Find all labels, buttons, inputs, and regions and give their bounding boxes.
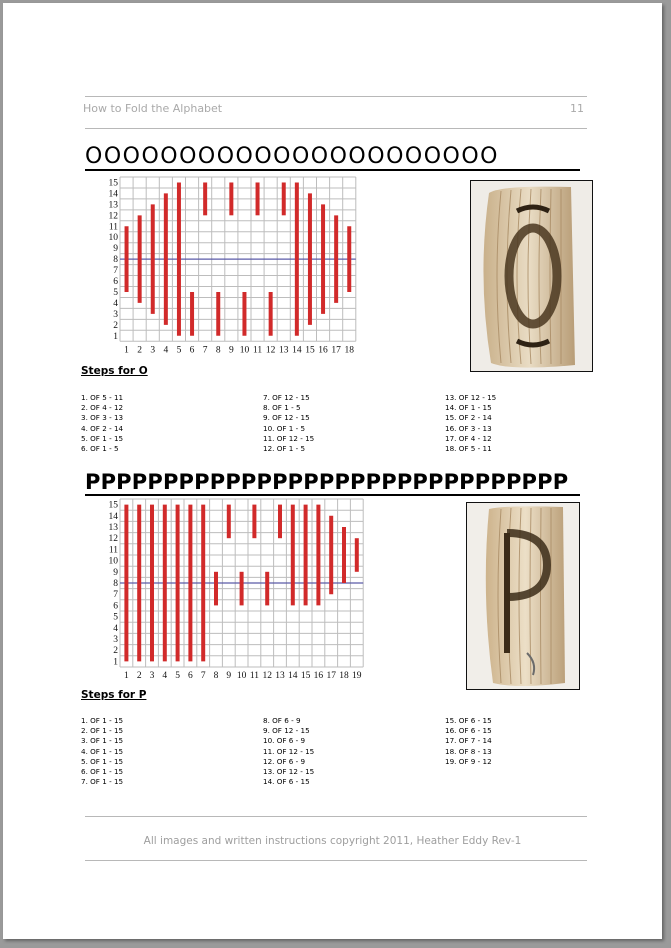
y-tick-label: 5 [113,287,118,298]
y-tick-label: 7 [113,266,118,277]
x-tick-label: 7 [202,345,208,356]
x-tick-label: 2 [137,345,143,356]
y-tick-label: 14 [108,189,118,200]
x-tick-label: 12 [265,345,276,356]
y-tick-label: 15 [108,500,118,511]
y-tick-label: 2 [113,646,118,657]
y-tick-label: 3 [113,309,118,320]
step-item: 8. OF 6 - 9 [263,716,301,725]
step-item: 12. OF 1 - 5 [263,444,306,454]
x-tick-label: 4 [163,345,169,356]
step-item: 11. OF 12 - 15 [263,746,315,756]
header-title: How to Fold the Alphabet [83,102,223,115]
steps-column-p-1 [81,716,123,787]
steps-column-p-2 [263,716,314,787]
step-item: 13. OF 12 - 15 [445,393,497,402]
document-page [3,3,662,939]
y-tick-label: 13 [108,523,118,533]
step-item: 5. OF 1 - 15 [81,756,124,766]
x-tick-label: 16 [318,345,328,356]
step-item: 1. OF 1 - 15 [81,716,124,725]
step-item: 10. OF 6 - 9 [263,736,306,746]
step-item: 19. OF 9 - 12 [445,756,492,766]
y-tick-label: 2 [113,320,118,331]
x-tick-label: 3 [149,671,155,681]
x-tick-label: 9 [228,345,234,356]
step-item: 6. OF 1 - 5 [81,444,119,454]
step-item: 2. OF 4 - 12 [81,403,124,413]
footer-rule-top [85,816,587,817]
page-number: 11 [570,102,584,115]
x-tick-label: 1 [124,345,129,356]
x-tick-label: 3 [150,345,156,356]
x-tick-label: 11 [249,671,259,681]
x-tick-label: 11 [252,345,263,356]
x-tick-label: 12 [262,671,272,681]
steps-column-p-3 [445,716,492,767]
step-item: 18. OF 8 - 13 [445,746,492,756]
step-item: 6. OF 1 - 15 [81,767,124,777]
step-item: 5. OF 1 - 15 [81,433,124,443]
step-item: 10. OF 1 - 5 [263,423,306,433]
y-tick-label: 10 [108,556,118,567]
photo-folded-book-o [470,180,593,372]
x-tick-label: 1 [124,671,129,681]
x-tick-label: 5 [175,671,180,681]
step-item: 3. OF 1 - 15 [81,736,124,746]
y-tick-label: 12 [108,534,118,545]
x-tick-label: 14 [288,671,298,681]
step-item: 4. OF 1 - 15 [81,746,124,756]
steps-column-o-3 [445,393,496,454]
y-tick-label: 9 [113,244,118,255]
x-tick-label: 15 [300,671,311,681]
steps-column-o-2 [263,393,314,454]
step-item: 15. OF 2 - 14 [445,413,492,423]
y-tick-label: 8 [113,255,118,266]
header-rule-bottom [85,128,587,129]
step-item: 16. OF 3 - 13 [445,423,492,433]
x-tick-label: 17 [326,671,336,681]
y-tick-label: 1 [113,657,118,668]
y-tick-label: 12 [108,211,118,222]
steps-column-o-1 [81,393,123,454]
step-item: 14. OF 6 - 15 [263,777,310,787]
y-tick-label: 4 [113,623,118,634]
step-item: 2. OF 1 - 15 [81,726,124,736]
letter-banner-o: OOOOOOOOOOOOOOOOOOOOOO [85,146,580,171]
y-tick-label: 4 [113,298,118,309]
letter-banner-p: PPPPPPPPPPPPPPPPPPPPPPPPPPPPPPP [85,470,580,496]
step-item: 9. OF 12 - 15 [263,413,310,423]
x-tick-label: 17 [331,345,341,356]
step-item: 7. OF 1 - 15 [81,777,124,787]
steps-title-p: Steps for P [81,689,147,701]
fold-chart-p [102,497,365,681]
step-item: 1. OF 5 - 11 [81,393,124,402]
y-tick-label: 14 [108,511,118,522]
x-tick-label: 6 [188,671,193,681]
fold-chart-o [102,173,352,355]
step-item: 14. OF 1 - 15 [445,403,492,413]
x-tick-label: 4 [162,671,168,681]
x-tick-label: 8 [215,345,221,356]
x-tick-label: 2 [136,671,142,681]
book-photo-p-image [467,503,579,689]
footer-rule-bottom [85,860,587,861]
header-rule-top [85,96,587,97]
step-item: 7. OF 12 - 15 [263,393,310,402]
y-tick-label: 9 [113,567,118,578]
x-tick-label: 19 [352,671,362,681]
step-item: 13. OF 12 - 15 [263,767,315,777]
x-tick-label: 9 [226,671,232,681]
y-tick-label: 1 [113,331,118,342]
book-photo-o-image [471,181,592,371]
x-tick-label: 18 [339,671,349,681]
y-tick-label: 5 [113,612,118,623]
step-item: 8. OF 1 - 5 [263,403,301,413]
x-tick-label: 10 [236,671,247,681]
x-tick-label: 13 [279,345,289,356]
step-item: 16. OF 6 - 15 [445,726,492,736]
step-item: 12. OF 6 - 9 [263,756,306,766]
x-tick-label: 18 [344,345,354,356]
step-item: 18. OF 5 - 11 [445,444,492,454]
x-tick-label: 8 [213,671,219,681]
x-tick-label: 7 [200,671,206,681]
y-tick-label: 15 [108,178,118,189]
x-tick-label: 10 [239,345,250,356]
x-tick-label: 13 [275,671,285,681]
y-tick-label: 10 [108,233,118,244]
y-tick-label: 11 [108,222,118,233]
x-tick-label: 6 [189,345,195,356]
step-item: 11. OF 12 - 15 [263,433,315,443]
y-tick-label: 6 [113,277,118,288]
step-item: 4. OF 2 - 14 [81,423,124,433]
step-item: 17. OF 4 - 12 [445,433,492,443]
x-tick-label: 5 [176,345,182,356]
y-tick-label: 13 [108,200,118,211]
step-item: 3. OF 3 - 13 [81,413,124,423]
step-item: 17. OF 7 - 14 [445,736,492,746]
y-tick-label: 6 [113,601,118,612]
photo-folded-book-p [466,502,580,690]
y-tick-label: 7 [113,590,118,601]
y-tick-label: 8 [113,579,118,589]
steps-title-o: Steps for O [81,365,148,377]
y-tick-label: 3 [113,635,118,645]
y-tick-label: 11 [108,545,118,556]
x-tick-label: 16 [313,671,324,681]
step-item: 15. OF 6 - 15 [445,716,492,725]
x-tick-label: 15 [305,345,315,356]
step-item: 9. OF 12 - 15 [263,726,310,736]
footer-copyright: All images and written instructions copyright 2011, Heather Eddy Rev-1 [143,835,522,847]
x-tick-label: 14 [292,345,302,356]
